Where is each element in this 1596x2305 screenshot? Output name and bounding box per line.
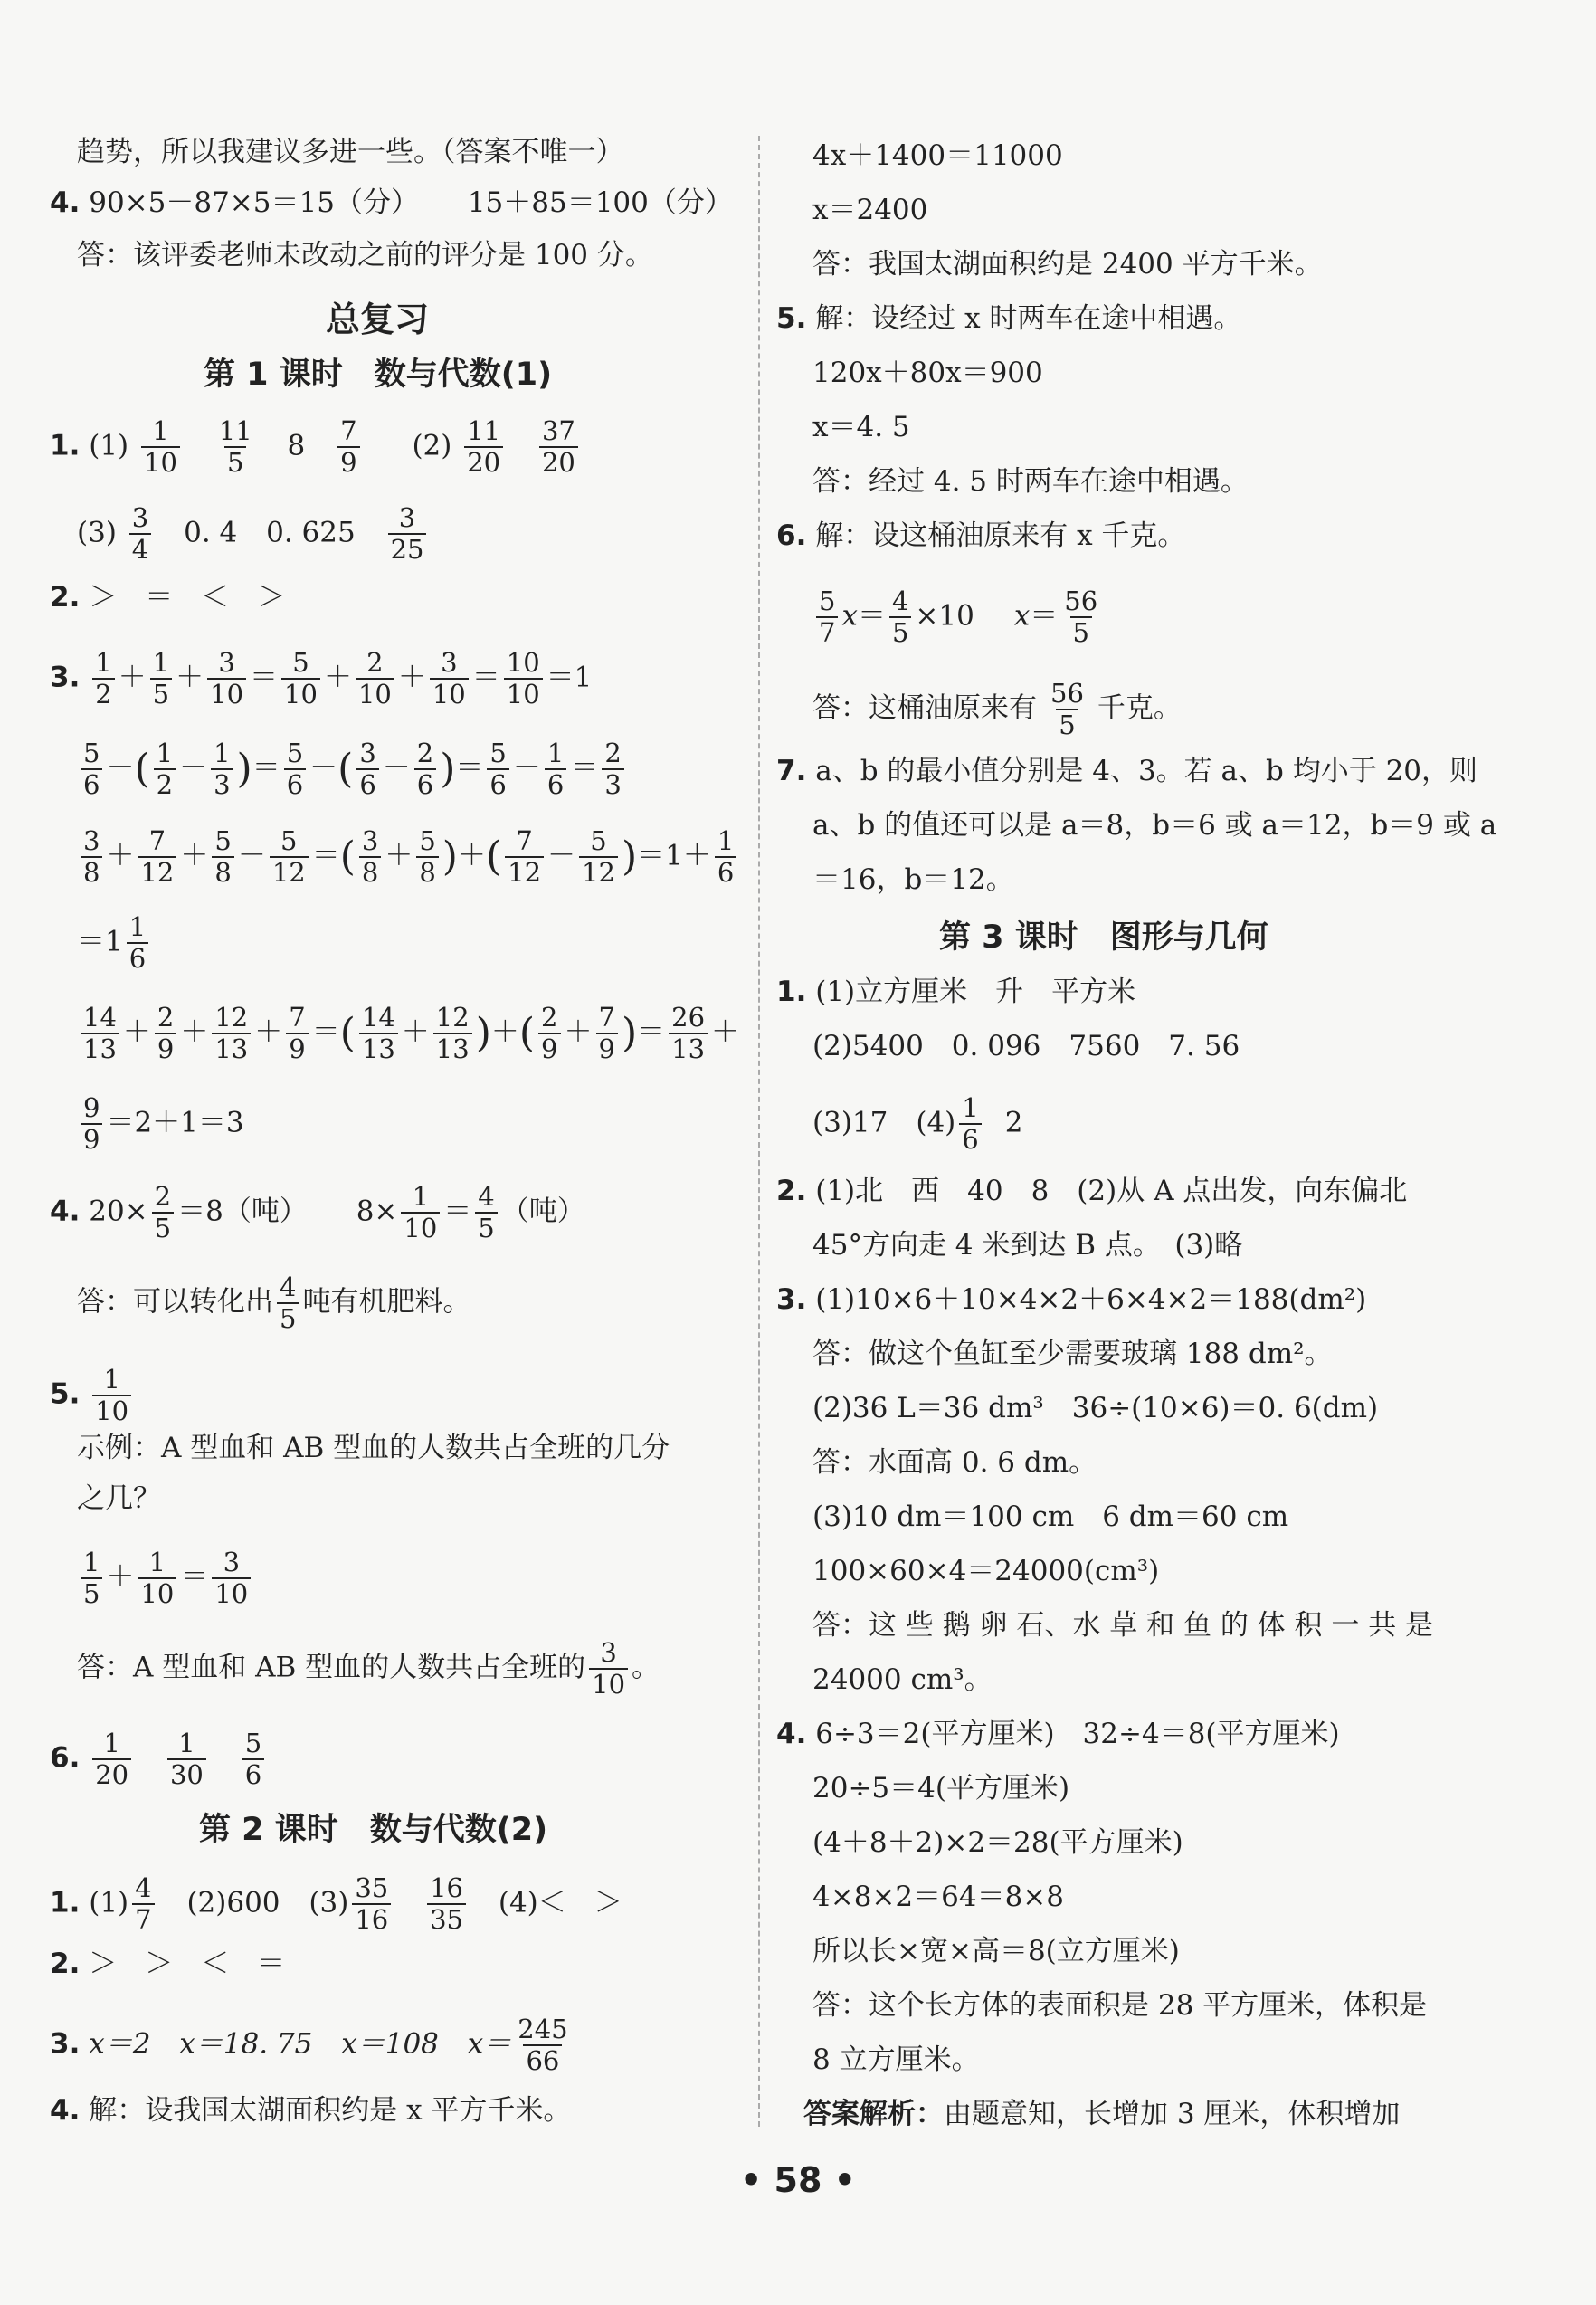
text-line: 20÷5＝4(平方厘米)	[812, 1772, 1070, 1805]
lesson2-question-4: 4. 解：设我国太湖面积约是 x 平方千米。	[50, 2094, 572, 2127]
lesson-3-title: 第 3 课时 图形与几何	[939, 919, 1268, 956]
fraction: $\frac{11}{20}$	[464, 418, 503, 476]
equation: 90×5－87×5＝15（分）	[89, 186, 419, 219]
question-number: 2.	[776, 1175, 807, 1207]
question-number: 4.	[776, 1718, 807, 1750]
text-line: 4×8×2＝64＝8×8	[812, 1881, 1064, 1913]
text-line: 所以长×宽×高＝8(立方厘米)	[812, 1935, 1180, 1967]
example-line: 之几？	[77, 1482, 161, 1515]
text-line: 趋势，所以我建议多进一些。（答案不唯一）	[77, 136, 624, 168]
answer-line: 答：这 些 鹅 卵 石、水 草 和 鱼 的 体 积 一 共 是	[812, 1609, 1434, 1642]
column-divider	[758, 136, 760, 2127]
answers: ＞ ＝ ＜ ＞	[89, 581, 286, 614]
page-number: • 58 •	[740, 2160, 856, 2200]
question-number: 5.	[776, 302, 807, 335]
question-7: 7. a、b 的最小值分别是 4、3。若 a、b 均小于 20，则	[776, 755, 1478, 787]
lesson-1-title: 第 1 课时 数与代数(1)	[204, 357, 553, 393]
text-line: (2)5400 0. 096 7560 7. 56	[812, 1030, 1240, 1062]
question-number: 5.	[50, 1377, 81, 1411]
lesson-2-title: 第 2 课时 数与代数(2)	[199, 1812, 548, 1848]
geometry-question-2: 2. (1)北 西 40 8 (2)从 A 点出发，向东偏北	[776, 1175, 1408, 1207]
value: 0. 4	[184, 516, 238, 549]
answer-line: 答：水面高 0. 6 dm。	[812, 1446, 1097, 1479]
equation: x＝2400	[812, 194, 928, 226]
geometry-question-3: 3. (1)10×6＋10×4×2＋6×4×2＝188(dm²)	[776, 1283, 1367, 1316]
fraction: $\frac{3}{25}$	[388, 505, 427, 563]
question-number: 1.	[776, 976, 807, 1008]
text-line: ＝16，b＝12。	[812, 863, 1014, 896]
equation: x＝4. 5	[812, 411, 910, 443]
lesson2-question-2: 2. ＞ ＞ ＜ ＝	[50, 1948, 286, 1980]
lesson2-question-1: 1. (1) $\frac{4}{7}$ (2)600 (3) $\frac{35}{16}$ $\frac{16}{35}$ (4)＜ ＞	[50, 1872, 622, 1935]
geometry-question-1-part-3: (3)17 (4) $\frac{1}{6}$ 2	[812, 1092, 1023, 1155]
question-6: 6. 解：设这桶油原来有 x 千克。	[776, 519, 1186, 552]
question-6-answer: 答：这桶油原来有 $\frac{56}{5}$ 千克。	[812, 678, 1182, 740]
question-number: 4.	[50, 186, 81, 219]
question-number: 1.	[50, 429, 81, 462]
answer-line: 答：我国太湖面积约是 2400 平方千米。	[812, 248, 1323, 281]
fraction: $\frac{7}{9}$	[337, 418, 359, 476]
answer-line: 答：该评委老师未改动之前的评分是 100 分。	[77, 239, 653, 271]
question-number: 2.	[50, 581, 81, 614]
equation: 4x＋1400＝11000	[812, 139, 1063, 172]
question-5-answer: 答：A 型血和 AB 型血的人数共占全班的 $\frac{3}{10}$ 。	[77, 1637, 660, 1700]
label: (2)	[412, 429, 452, 462]
fraction: $\frac{37}{20}$	[539, 418, 578, 476]
question-3-row-3: $\frac{3}{8}$ ＋ $\frac{7}{12}$ ＋ $\frac{5}{8}$ － $\frac{5}{12}$ ＝( $\frac{3}{8}$ ＋ $\frac{5}{8}$ )＋( $\frac{7}{12}$ － $\frac{5}{12}$ )＝1＋ $\frac{1}{6}$	[77, 828, 740, 886]
text-line: (4＋8＋2)×2＝28(平方厘米)	[812, 1826, 1183, 1859]
answer-line: 答：经过 4. 5 时两车在途中相遇。	[812, 465, 1249, 498]
question-6-equation: $\frac{5}{7}$ x＝ $\frac{4}{5}$ ×10 x＝ $\frac{56}{5}$	[812, 588, 1104, 646]
question-6: 6. $\frac{1}{20}$ $\frac{1}{30}$ $\frac{5}{6}$	[50, 1730, 268, 1788]
fraction: $\frac{11}{5}$	[218, 415, 252, 478]
equation: 120x＋80x＝900	[812, 357, 1043, 389]
answer-line: 答：做这个鱼缸至少需要玻璃 188 dm²。	[812, 1338, 1333, 1370]
text-line: 8 立方厘米。	[812, 2043, 980, 2076]
example-line: 示例：A 型血和 AB 型血的人数共占全班的几分	[77, 1432, 670, 1464]
question-3-row-5: $\frac{14}{13}$ ＋ $\frac{2}{9}$ ＋ $\frac{12}{13}$ ＋ $\frac{7}{9}$ ＝( $\frac{14}{13}$ ＋ $\frac{12}{13}$ )＋( $\frac{2}{9}$ ＋ $\frac{7}{9}$ )＝ $\frac{26}{13}$ ＋	[77, 1005, 739, 1062]
geometry-question-1: 1. (1)立方厘米 升 平方米	[776, 976, 1136, 1008]
question-3-row-6: $\frac{9}{9}$ ＝2＋1＝3	[77, 1095, 244, 1153]
question-4-calc: 4. 20× $\frac{2}{5}$ ＝8（吨） 8× $\frac{1}{10}$ ＝ $\frac{4}{5}$ （吨）	[50, 1181, 585, 1243]
label: (3)	[77, 516, 117, 549]
question-4-answer: 答：可以转化出 $\frac{4}{5}$ 吨有机肥料。	[77, 1272, 471, 1334]
value: 0. 625	[266, 516, 356, 549]
text-line: 45°方向走 4 米到达 B 点。 (3)略	[812, 1229, 1243, 1262]
question-5: 5. 解：设经过 x 时两车在途中相遇。	[776, 302, 1242, 335]
question-number: 3.	[50, 661, 81, 694]
text-line: a、b 的值还可以是 a＝8，b＝6 或 a＝12，b＝9 或 a	[812, 809, 1497, 842]
geometry-question-4: 4. 6÷3＝2(平方厘米) 32÷4＝8(平方厘米)	[776, 1718, 1340, 1750]
section-title-review: 总复习	[326, 300, 430, 339]
question-5-calc: $\frac{1}{5}$ ＋ $\frac{1}{10}$ ＝ $\frac{3}{10}$	[77, 1549, 254, 1607]
question-number: 1.	[50, 1886, 81, 1919]
question-number: 4.	[50, 2094, 81, 2127]
question-1	[50, 415, 582, 478]
answer-analysis: 答案解析：由题意知，长增加 3 厘米，体积增加	[803, 2098, 1401, 2130]
question-1-part-3	[77, 502, 430, 565]
question-number: 3.	[776, 1283, 807, 1316]
question-3-row-1: 3. $\frac{1}{2}$ ＋ $\frac{1}{5}$ ＋ $\frac{3}{10}$ ＝ $\frac{5}{10}$ ＋ $\frac{2}{10}$ ＋ $\frac{3}{10}$ ＝ $\frac{10}{10}$ ＝1	[50, 647, 593, 710]
fraction: $\frac{3}{4}$	[129, 505, 151, 563]
text-line: (2)36 L＝36 dm³ 36÷(10×6)＝0. 6(dm)	[812, 1392, 1379, 1424]
question-2	[50, 579, 285, 615]
question-number: 2.	[50, 1948, 81, 1980]
question-number: 7.	[776, 755, 807, 787]
value: 8	[287, 429, 306, 462]
lesson2-question-3: 3. x＝2 x＝18. 75 x＝108 x＝ $\frac{245}{66}$	[50, 2014, 568, 2076]
question-4	[50, 185, 733, 221]
text-line: 100×60×4＝24000(cm³)	[812, 1555, 1160, 1587]
label: (1)	[89, 429, 129, 462]
question-3-row-2: $\frac{5}{6}$ －( $\frac{1}{2}$ － $\frac{1}{3}$ )＝ $\frac{5}{6}$ －( $\frac{3}{6}$ － $\frac{2}{6}$ )＝ $\frac{5}{6}$ － $\frac{1}{6}$ ＝ $\frac{2}{3}$	[77, 740, 628, 798]
text-line: 24000 cm³。	[812, 1663, 993, 1696]
fraction: $\frac{1}{10}$	[141, 418, 180, 476]
answer-line: 答：这个长方体的表面积是 28 平方厘米，体积是	[812, 1989, 1428, 2022]
question-5: 5. $\frac{1}{10}$	[50, 1367, 135, 1424]
question-number: 6.	[50, 1741, 81, 1775]
question-number: 6.	[776, 519, 807, 552]
question-number: 4.	[50, 1195, 81, 1228]
analysis-label: 答案解析：	[803, 2098, 944, 2130]
question-3-row-4: ＝1 $\frac{1}{6}$	[77, 914, 152, 972]
text-line: (3)10 dm＝100 cm 6 dm＝60 cm	[812, 1500, 1289, 1533]
question-number: 3.	[50, 2027, 81, 2061]
equation: 15＋85＝100（分）	[467, 186, 733, 219]
